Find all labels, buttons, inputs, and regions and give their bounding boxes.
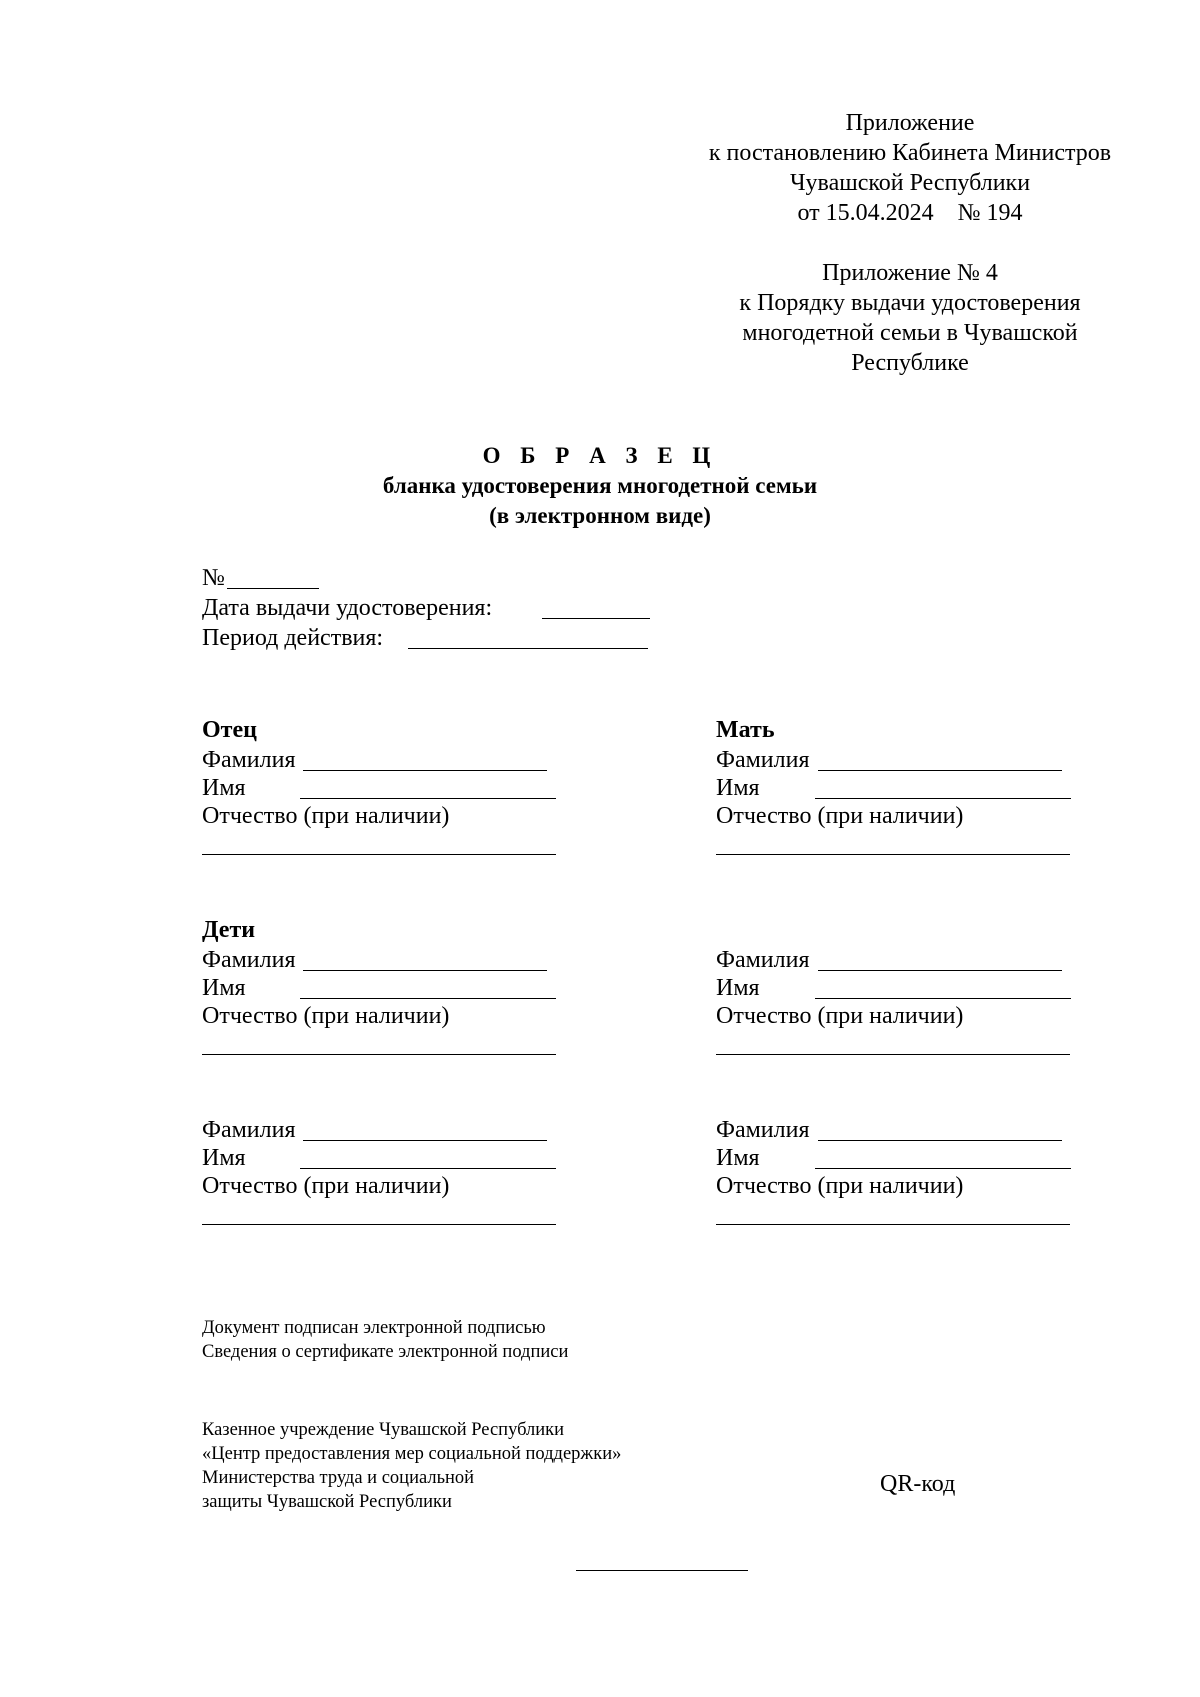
certificate-number-label: № [202,565,225,591]
issuer-line: «Центр предоставления мер социальной поддержки» [202,1444,622,1464]
signature-certificate-info: Сведения о сертификате электронной подписи [202,1342,569,1362]
issue-date-label: Дата выдачи удостоверения: [202,595,493,621]
child3-surname-field[interactable] [303,1140,547,1141]
child3-patronymic-field[interactable] [202,1224,556,1225]
child3-name-label: Имя [202,1145,246,1171]
annex4-line: многодетной семьи в Чувашской [742,320,1078,346]
child4-surname-label: Фамилия [716,1117,810,1143]
mother-name-field[interactable] [815,798,1071,799]
title-sample: О Б Р А З Е Ц [482,443,718,468]
child2-name-label: Имя [716,975,760,1001]
child1-patronymic-field[interactable] [202,1054,556,1055]
child4-surname-field[interactable] [818,1140,1062,1141]
father-patronymic-field[interactable] [202,854,556,855]
issuer-line: Министерства труда и социальной [202,1468,475,1488]
annex4-header [640,258,1180,378]
child1-surname-field[interactable] [303,970,547,971]
children-heading: Дети [202,917,256,943]
child4-name-field[interactable] [815,1168,1071,1169]
validity-period-field[interactable] [408,648,648,649]
validity-period-label: Период действия: [202,625,384,651]
child4-name-label: Имя [716,1145,760,1171]
issuer-line: защиты Чувашской Республики [202,1492,452,1512]
child3-name-field[interactable] [300,1168,556,1169]
mother-heading: Мать [716,717,775,743]
child1-surname-label: Фамилия [202,947,296,973]
annex4-line: Приложение № 4 [822,260,998,286]
father-surname-field[interactable] [303,770,547,771]
annex-line: Приложение [845,110,975,136]
child1-name-label: Имя [202,975,246,1001]
child3-surname-label: Фамилия [202,1117,296,1143]
child4-patronymic-label: Отчество (при наличии) [716,1173,964,1199]
annex4-line: Республике [851,350,969,376]
document-title [200,441,1000,531]
certificate-number-field[interactable] [227,588,319,589]
child2-patronymic-label: Отчество (при наличии) [716,1003,964,1029]
title-format: (в электронном виде) [489,503,711,528]
mother-patronymic-field[interactable] [716,854,1070,855]
father-name-field[interactable] [300,798,556,799]
child3-patronymic-label: Отчество (при наличии) [202,1173,450,1199]
child2-name-field[interactable] [815,998,1071,999]
annex-date-number: от 15.04.2024 № 194 [797,200,1023,226]
child1-patronymic-label: Отчество (при наличии) [202,1003,450,1029]
bottom-separator [576,1570,748,1571]
mother-name-label: Имя [716,775,760,801]
signature-statement: Документ подписан электронной подписью [202,1318,546,1338]
annex-line: Чувашской Республики [789,170,1031,196]
father-name-label: Имя [202,775,246,801]
issue-date-field[interactable] [542,618,650,619]
father-heading: Отец [202,717,257,743]
father-surname-label: Фамилия [202,747,296,773]
mother-patronymic-label: Отчество (при наличии) [716,803,964,829]
child4-patronymic-field[interactable] [716,1224,1070,1225]
title-subtitle: бланка удостоверения многодетной семьи [382,473,818,498]
mother-surname-label: Фамилия [716,747,810,773]
father-patronymic-label: Отчество (при наличии) [202,803,450,829]
child2-surname-label: Фамилия [716,947,810,973]
annex-header [640,108,1180,228]
annex-line: к постановлению Кабинета Министров [708,140,1112,166]
issuer-line: Казенное учреждение Чувашской Республики [202,1420,565,1440]
child1-name-field[interactable] [300,998,556,999]
mother-surname-field[interactable] [818,770,1062,771]
annex4-line: к Порядку выдачи удостоверения [739,290,1081,316]
child2-patronymic-field[interactable] [716,1054,1070,1055]
qr-code-label: QR-код [880,1471,956,1497]
child2-surname-field[interactable] [818,970,1062,971]
